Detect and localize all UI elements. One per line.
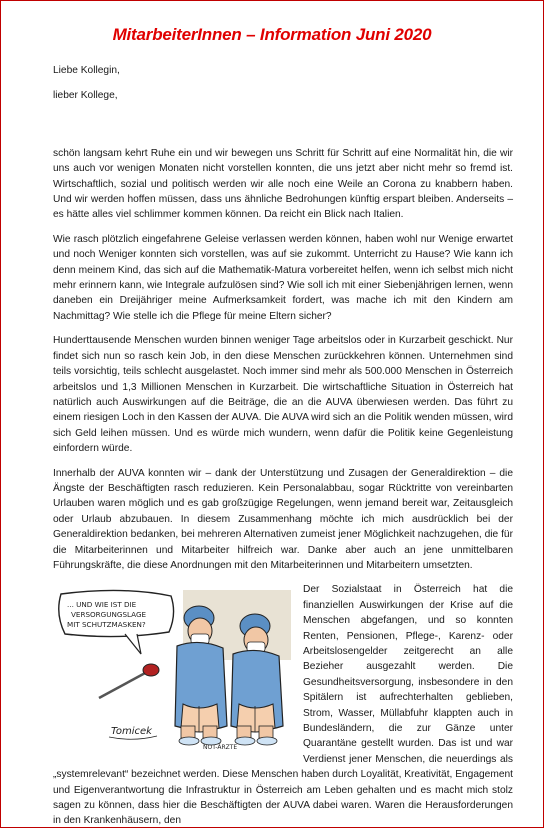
- paragraph-1: schön langsam kehrt Ruhe ein und wir bewegen uns Schritt für Schritt auf eine Normalität hin, die wir uns auch vor wenigen Monaten nicht vorstellen konnten, die uns jetzt aber nicht mehr so fremd ist. Wirtschaftlich, sozial und politisch werden wir alle noch eine Weile an Corona zu knabbern haben. Und wir werden hoffen müssen, dass uns ähnliche Bedrohungen künftig erspart bleiben. Anderseits – es hätte alles viel schlimmer kommen können. Da reicht ein Blick nach Italien.: [53, 147, 513, 221]
- paragraph-4: Innerhalb der AUVA konnten wir – dank der Unterstützung und Zusagen der Generaldirektion – die Ängste der Beschäftigten rasch reduzieren. Kein Personalabbau, sogar Rücktritte von vereinbarten Urlauben waren möglich und es gab großzügige Regelungen, wenn jemand bereit war, Zeitausgleich oder Urlaub abzubauen. In diesem Zusammenhang möchte ich mich ausdrücklich bei der Generaldirektion bedanken, bei mehreren Alternativen zumeist jener Möglichkeit nachzugehen, die für die Mitarbeiterinnen und Mitarbeiter hilfreich war. Danke aber auch an jene unmittelbaren Führungskräfte, die diese Anordnungen mit den Mitarbeiterinnen und Mitarbeitern umsetzten.: [53, 467, 513, 571]
- microphone-icon: [143, 664, 159, 676]
- paragraph-5: Der Sozialstaat in Österreich hat die finanziellen Auswirkungen der Krise auf die Menschen abgefangen, und so konnten Renten, Pensionen, Pflege-, Karenz- oder Arbeitslosengelder zeitgerecht an alle Bezieher ausgezahlt werden. Die Gesundheitsversorgung, insbesondere in den Spitälern ist aufrechterhalten geblieben, Strom, Wasser, Müllabfuhr klappten auch in Bundesländern, die zur Gänze unter Quarantäne gestellt wurden. Das ist und war Verdienst jener Menschen, die neuerdings als „systemrelevant“ bezeichnet werden. Diese Menschen haben durch Loyalität, Kreativität, Engagement und Eigenverantwortung die Infrastruktur in Österreich am Leben gehalten und es macht mich stolz sagen zu können, dass hier die Beschäftigten der AUVA dabei waren. Waren die Herausforderungen in den Krankenhäusern, den: [53, 584, 513, 827]
- speech-line-2: VERSORGUNGSLAGE: [71, 610, 147, 620]
- speech-line-3: MIT SCHUTZMASKEN?: [67, 620, 146, 630]
- salutation-2: lieber Kollege,: [53, 90, 118, 102]
- salutation-1: Liebe Kollegin,: [53, 65, 120, 76]
- paragraph-2: Wie rasch plötzlich eingefahrene Geleise verlassen werden können, haben wohl nur Wenige erwartet und noch Weniger konnten sich vorstellen, was auf sie zukommt. Unterricht zu Hause? Wie kann ich denn meinem Kind, das sich auf die Mathematik-Matura vorbereitet helfen, wenn ich selbst mich nicht mehr erinnern kann, wie Integrale aufzulösen sind? Wie soll ich mit einer Siebenjährigen lernen, wenn daneben ein Dreijähriger meine Aufmerksamkeit fordert, was mache ich mit den Kindern am Nachmittag? Wie stelle ich die Pflege für meine Eltern sicher?: [53, 233, 513, 322]
- page-title: MitarbeiterInnen – Information Juni 2020: [112, 25, 432, 44]
- paragraph-3: Hunderttausende Menschen wurden binnen weniger Tage arbeitslos oder in Kurzarbeit geschickt. Nur findet sich nun so rasch kein Job, in den diese Menschen zurückkehren können. Unternehmen sind teils vorsichtig, teils schlecht ausgelastet. Noch immer sind mehr als 500.000 Menschen in Österreich arbeitslos und 1,3 Millionen Menschen in Kurzarbeit. Die wirtschaftliche Situation in Österreich hat natürlich auch Auswirkungen auf die Beiträge, die an die AUVA überwiesen werden. Das führt zu einem riesigen Loch in den Kassen der AUVA. Die AUVA wird sich an die Politik wenden müssen, wird sich Geld leihen müssen. Und es würde mich wundern, wenn dafür die Politik keine Gegenleistung einfordern würde.: [53, 335, 513, 455]
- artist-signature: Tomicek: [111, 726, 152, 738]
- cartoon-illustration: [53, 586, 293, 751]
- letter-body: [53, 63, 513, 828]
- cartoon-image: [53, 586, 293, 751]
- cartoon-caption: NOT-ÄRZTE: [203, 744, 238, 752]
- speech-line-1: ... UND WIE IST DIE: [67, 600, 137, 610]
